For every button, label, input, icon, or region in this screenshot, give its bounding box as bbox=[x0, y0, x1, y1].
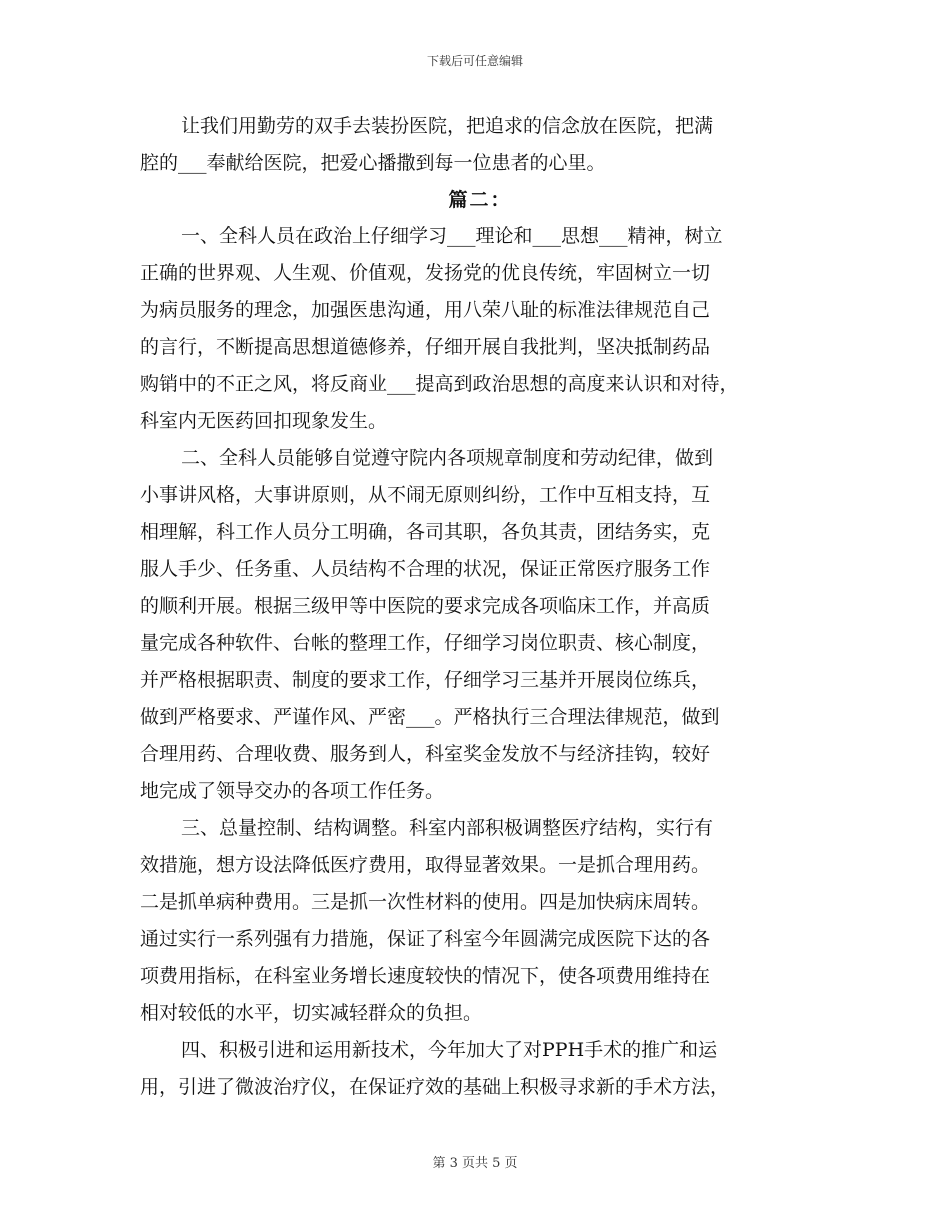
paragraph-line: 让我们用勤劳的双手去装扮医院，把追求的信念放在医院，把满 bbox=[181, 115, 714, 137]
paragraph-line: 地完成了领导交办的各项工作任务。 bbox=[140, 780, 445, 802]
paragraph-line: 相理解，科工作人员分工明确，各司其职，各负其责，团结务实，克 bbox=[140, 521, 711, 543]
paragraph-line: 一、全科人员在政治上仔细学习___理论和___思想___精神，树立 bbox=[181, 225, 723, 247]
paragraph-line: 为病员服务的理念，加强医患沟通，用八荣八耻的标准法律规范自己 bbox=[140, 299, 711, 321]
paragraph-line: 的言行，不断提高思想道德修养，仔细开展自我批判，坚决抵制药品 bbox=[140, 336, 711, 358]
paragraph-line: 用，引进了微波治疗仪，在保证疗效的基础上积极寻求新的手术方法， bbox=[140, 1076, 730, 1098]
document-body bbox=[140, 108, 820, 1106]
paragraph-line: 合理用药、合理收费、服务到人，科室奖金发放不与经济挂钩，较好 bbox=[140, 743, 711, 765]
paragraph-line: 的顺利开展。根据三级甲等中医院的要求完成各项临床工作，并高质 bbox=[140, 595, 711, 617]
paragraph-line: 四、积极引进和运用新技术，今年加大了对PPH手术的推广和运 bbox=[181, 1039, 718, 1061]
paragraph-line: 二是抓单病种费用。三是抓一次性材料的使用。四是加快病床周转。 bbox=[140, 891, 711, 913]
paragraph-line: 服人手少、任务重、人员结构不合理的状况，保证正常医疗服务工作 bbox=[140, 558, 711, 580]
paragraph-line: 小事讲风格，大事讲原则，从不闹无原则纠纷，工作中互相支持，互 bbox=[140, 484, 711, 506]
paragraph-line: 科室内无医药回扣现象发生。 bbox=[140, 410, 388, 432]
paragraph-line: 项费用指标，在科室业务增长速度较快的情况下，使各项费用维持在 bbox=[140, 965, 711, 987]
paragraph-line: 相对较低的水平，切实减轻群众的负担。 bbox=[140, 1002, 483, 1024]
paragraph-line: 三、总量控制、结构调整。科室内部积极调整医疗结构，实行有 bbox=[181, 817, 714, 839]
paragraph-line: 通过实行一系列强有力措施，保证了科室今年圆满完成医院下达的各 bbox=[140, 928, 711, 950]
paragraph-line: 并严格根据职责、制度的要求工作，仔细学习三基并开展岗位练兵， bbox=[140, 669, 711, 691]
paragraph-line: 腔的___奉献给医院，把爱心播撒到每一位患者的心里。 bbox=[140, 152, 606, 174]
paragraph-line: 做到严格要求、严谨作风、严密___。严格执行三合理法律规范，做到 bbox=[140, 706, 720, 728]
paragraph-line: 二、全科人员能够自觉遵守院内各项规章制度和劳动纪律，做到 bbox=[181, 447, 714, 469]
paragraph-line: 购销中的不正之风，将反商业___提高到政治思想的高度来认识和对待， bbox=[140, 373, 739, 395]
paragraph-line: 效措施，想方设法降低医疗费用，取得显著效果。一是抓合理用药。 bbox=[140, 854, 711, 876]
page-header: 下载后可任意编辑 bbox=[426, 54, 523, 68]
paragraph-line: 量完成各种软件、台帐的整理工作，仔细学习岗位职责、核心制度， bbox=[140, 632, 711, 654]
paragraph-line: 正确的世界观、人生观、价值观，发扬党的优良传统，牢固树立一切 bbox=[140, 262, 711, 284]
page-footer: 第 3 页共 5 页 bbox=[432, 1156, 518, 1171]
section-title: 篇二： bbox=[448, 189, 512, 211]
